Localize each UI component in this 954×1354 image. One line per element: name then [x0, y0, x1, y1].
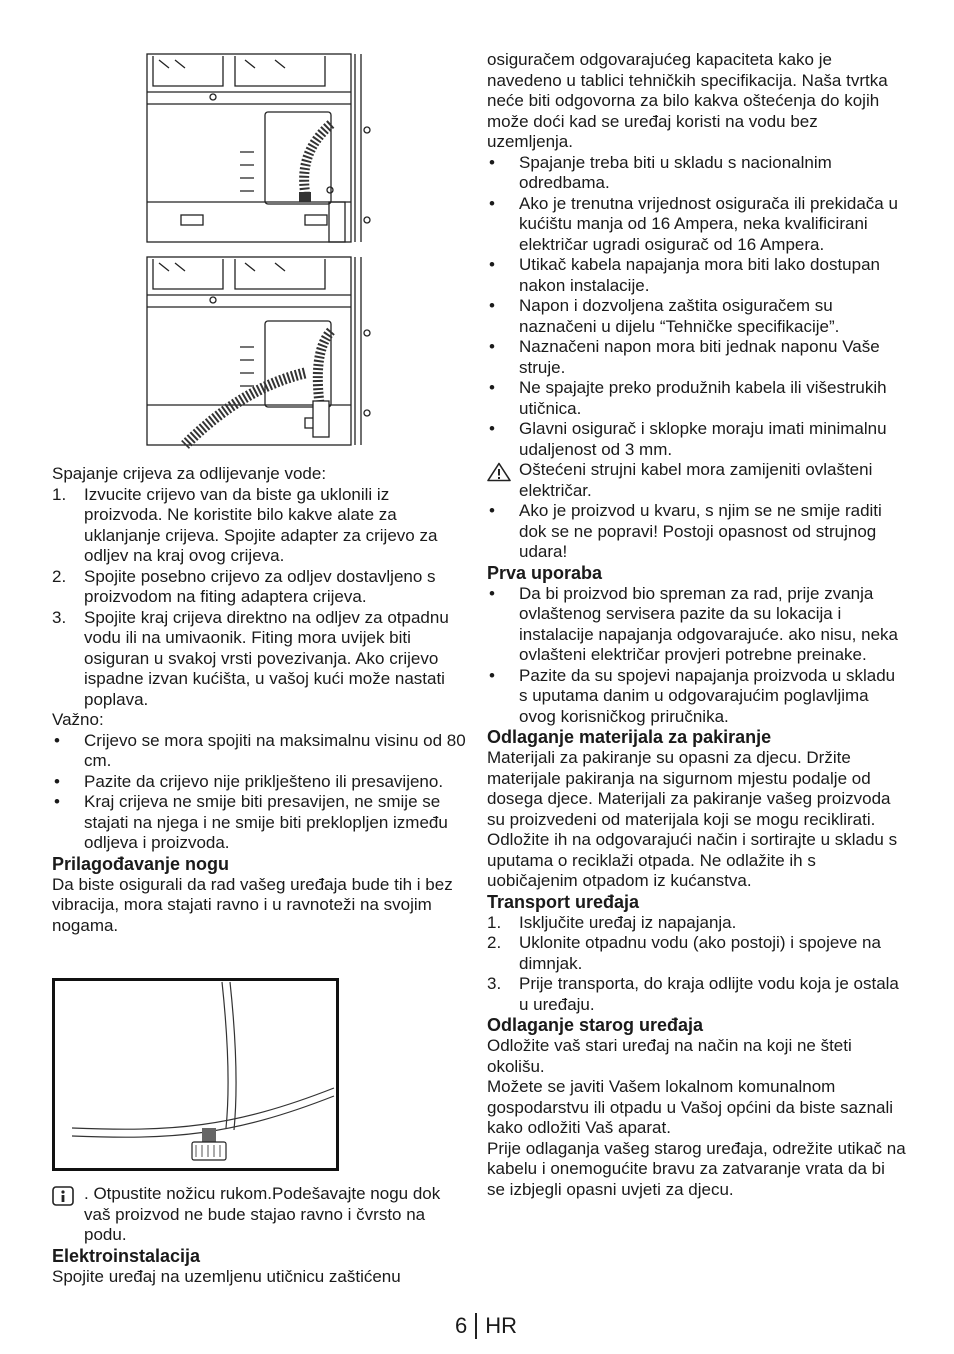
list-item: [487, 153, 907, 194]
list-item: [487, 501, 907, 563]
bullet: •: [489, 419, 495, 438]
item-text: Spajanje treba biti u skladu s nacionalnim odredbama.: [519, 152, 832, 192]
step-text: Prije transporta, do kraja odlijte vodu koja je ostala u uređaju.: [519, 974, 899, 1014]
step-text: Uklonite otpadnu vodu (ako postoji) i spojeve na dimnjak.: [519, 933, 881, 973]
item-text: Ne spajajte preko produžnih kabela ili višestrukih utičnica.: [519, 378, 887, 418]
step-number: 3.: [52, 607, 67, 627]
drain-steps-list: [52, 485, 470, 711]
item-text: Ako je proizvod u kvaru, s njim se ne smije raditi dok se ne popravi! Postoji opasnost od strujnog udara!: [519, 501, 882, 561]
item-text: Naznačeni napon mora biti jednak naponu Vaše struje.: [519, 337, 880, 377]
item-text: Crijevo se mora spojiti na maksimalnu visinu od 80 cm.: [84, 730, 466, 770]
step-text: Spojite posebno crijevo za odljev dostavljeno s proizvodom na fiting adaptera crijeva.: [84, 566, 436, 606]
list-item: [487, 913, 907, 934]
list-item: [487, 296, 907, 337]
step-text: Spojite kraj crijeva direktno na odljev za otpadnu vodu ili na umivaonik. Fiting mora uvijek biti osiguran u svakoj vrsti povezivanja. Ako crijevo ispadne izvan kućišta, u vašoj kući može nastati poplava.: [84, 607, 449, 709]
transport-steps-list: [487, 913, 907, 1016]
list-item: [52, 731, 470, 772]
bullet: •: [54, 730, 60, 750]
item-text: Ako je trenutna vrijednost osigurača ili prekidača u kućištu manja od 16 Ampera, neka kvalificirani električar ugradi osigurač od 16 Ampera.: [519, 193, 898, 254]
bullet: •: [489, 152, 495, 172]
disposal-heading: Odlaganje starog uređaja: [487, 1015, 704, 1035]
disposal-paragraph-3: Prije odlaganja vašeg starog uređaja, odrežite utikač na kabelu i onemogućite bravu za zatvaranje vrata da bi se izbjegli opasni uvjeti za djecu.: [487, 1138, 906, 1199]
warning-icon: [487, 462, 511, 482]
disposal-paragraph-1: Odložite vaš stari uređaj na način na koji ne šteti okolišu.: [487, 1036, 852, 1076]
bullet: •: [489, 255, 495, 274]
item-text: Pazite da crijevo nije priklješteno ili presavijeno.: [84, 771, 444, 791]
bullet: •: [489, 501, 495, 520]
packaging-heading: Odlaganje materijala za pakiranje: [487, 727, 772, 747]
feet-heading: Prilagođavanje nogu: [52, 853, 230, 874]
transport-heading: Transport uređaja: [487, 891, 640, 912]
important-list: [52, 731, 470, 854]
list-item: [52, 567, 470, 608]
bullet: •: [54, 792, 60, 811]
first-use-list: [487, 584, 907, 728]
list-item: [487, 419, 907, 460]
footer-divider: [475, 1313, 477, 1339]
list-item: [487, 337, 907, 378]
list-item: [487, 666, 907, 728]
item-text: Kraj crijeva ne smije biti presavijen, ne smije se stajati na njega i ne smije biti preklopljen između odljeva i proizvoda.: [84, 792, 448, 852]
step-number: 2.: [52, 566, 67, 586]
electric-list: [487, 153, 907, 461]
drain-hose-illustration-top: [145, 52, 375, 247]
step-number: 2.: [487, 933, 502, 952]
list-item: [52, 608, 470, 711]
electric-text: Spojite uređaj na uzemljenu utičnicu zaštićenu: [52, 1266, 401, 1286]
adjustable-foot-illustration: [52, 978, 339, 1171]
first-use-heading: Prva uporaba: [487, 562, 603, 583]
item-text: Da bi proizvod bio spreman za rad, prije zvanja ovlaštenog servisera pazite da su lokacija i instalacije napajanja odgovarajuće. ako nisu, neka ovlašteni električar provjeri potrebne preinake.: [519, 583, 898, 664]
electric-heading: Elektroinstalacija: [52, 1245, 201, 1266]
page-number: 6: [455, 1313, 468, 1338]
info-icon: [52, 1186, 74, 1206]
list-item: [52, 792, 470, 854]
list-item: [487, 255, 907, 296]
fault-list: [487, 501, 907, 563]
list-item: [487, 378, 907, 419]
packaging-text: Materijali za pakiranje su opasni za djecu. Držite materijale pakiranja na sigurnom mjestu podalje od dosega djece. Materijali za pakiranje vašeg proizvoda su proizvedeni od materijala koji se mogu reciklirati. Odložite ih na odgovarajući način i sortirajte u skladu s uputama o reciklaži otpada. Ne odlažite ih s uobičajenim otpadom iz kućanstva.: [487, 748, 898, 890]
drain-intro: Spajanje crijeva za odlijevanje vode:: [52, 464, 327, 483]
bullet: •: [489, 583, 495, 603]
warning-note: [487, 460, 907, 501]
step-text: Izvucite crijevo van da biste ga uklonili iz proizvoda. Ne koristite bilo kakve alate za uklanjanje crijeva. Spojite adapter za crijevo za odljev na kraj ovog crijeva.: [84, 484, 438, 565]
list-item: [487, 584, 907, 666]
item-text: Pazite da su spojevi napajanja proizvoda u skladu s uputama danim u odgovarajućim poglavljima ovog korisničkog priručnika.: [519, 665, 896, 726]
list-item: [487, 933, 907, 974]
warning-text: Oštećeni strujni kabel mora zamijeniti ovlašteni električar.: [519, 460, 873, 500]
feet-text: Da biste osigurali da rad vašeg uređaja bude tih i bez vibracija, mora stajati ravno i u ravnoteži na svojim nogama.: [52, 874, 453, 935]
item-text: Napon i dozvoljena zaštita osiguračem su naznačeni u dijelu “Tehničke specifikacije”.: [519, 296, 840, 336]
list-item: [52, 485, 470, 567]
bullet: •: [54, 771, 60, 791]
page-footer: [455, 1313, 517, 1339]
feet-note-text: . Otpustite nožicu rukom.Podešavajte nogu dok vaš proizvod ne bude stajao ravno i čvrsto na podu.: [84, 1184, 441, 1244]
bullet: •: [489, 193, 495, 213]
list-item: [52, 772, 470, 793]
step-number: 1.: [52, 484, 67, 504]
step-text: Isključite uređaj iz napajanja.: [519, 912, 737, 932]
item-text: Utikač kabela napajanja mora biti lako dostupan nakon instalacije.: [519, 255, 881, 295]
important-label: Važno:: [52, 710, 104, 729]
right-column: [487, 50, 907, 1200]
electric-continued: osiguračem odgovarajućeg kapaciteta kako je navedeno u tablici tehničkih specifikacija. Naša tvrtka neće biti odgovorna za bilo kakva oštećenja do kojih može doći kad se uređaj koristi na vodu bez uzemljenja.: [487, 50, 888, 151]
bullet: •: [489, 337, 495, 356]
step-number: 3.: [487, 974, 502, 993]
bullet: •: [489, 378, 495, 397]
bullet: •: [489, 296, 495, 315]
list-item: [487, 194, 907, 256]
item-text: Glavni osigurač i sklopke moraju imati minimalnu udaljenost od 3 mm.: [519, 419, 887, 459]
feet-note: [52, 1184, 470, 1246]
language-code: HR: [485, 1313, 518, 1338]
bullet: •: [489, 665, 495, 685]
list-item: [487, 974, 907, 1015]
step-number: 1.: [487, 912, 502, 932]
disposal-paragraph-2: Možete se javiti Vašem lokalnom komunalnom gospodarstvu ili otpadu u Vašoj općini da biste saznali kako odložiti Vaš aparat.: [487, 1077, 894, 1137]
drain-hose-illustration-bottom: [145, 255, 375, 450]
